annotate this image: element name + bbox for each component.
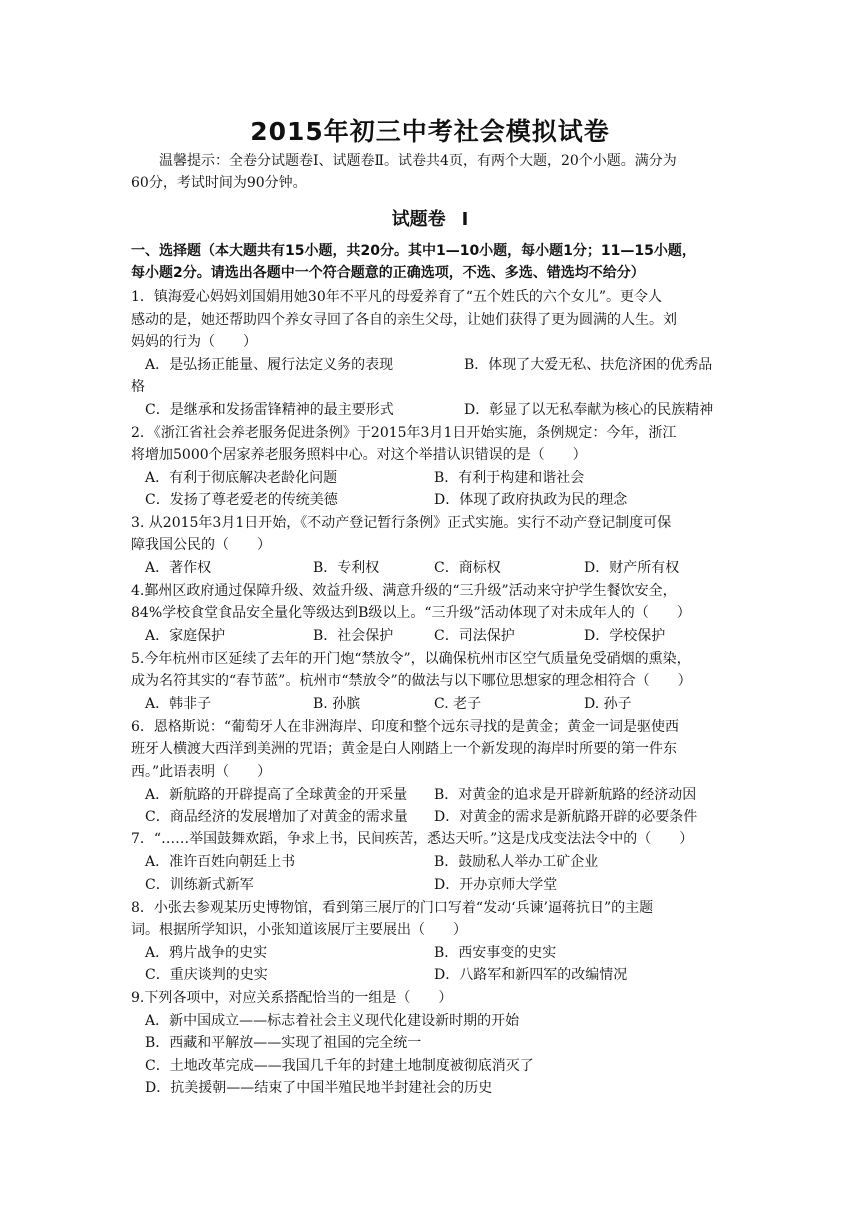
q2-stem-2: 将增加5000个居家养老服务照料中心。对这个举措认识错误的是（ ） [131,447,587,463]
q4-option-a: A．家庭保护 [145,628,226,644]
q2-option-c: C．发扬了尊老爱老的传统美德 [145,492,338,508]
q9-option-d: D．抗美援朝——结束了中国半殖民地半封建社会的历史 [145,1080,493,1096]
q3-option-b: B．专利权 [313,560,380,576]
q5-option-c: C. 老子 [434,696,482,712]
q9-option-c: C．土地改革完成——我国几千年的封建土地制度被彻底消灭了 [145,1058,534,1074]
q8-option-c: C．重庆谈判的史实 [145,967,268,983]
q2-stem-1: 2．《浙江省社会养老服务促进条例》于2015年3月1日开始实施，条例规定：今年，浙江 [131,425,677,441]
exam-title: 2015年初三中考社会模拟试卷 [250,117,610,146]
q1-stem-3: 妈妈的行为（ ） [131,334,257,350]
section-heading [0,205,860,231]
q8-option-b: B．西安事变的史实 [434,945,557,961]
q1-option-d: D．彰显了以无私奉献为核心的民族精神 [464,402,714,418]
q8-option-d: D．八路军和新四军的改编情况 [434,967,628,983]
section-numeral: Ⅰ [461,209,469,230]
q4-option-c: C．司法保护 [434,628,515,644]
q5-stem-2: 成为名符其实的“春节蓝”。杭州市“禁放令”的做法与以下哪位思想家的理念相符合（ ） [131,673,692,689]
q4-stem-2: 84%学校食堂食品安全量化等级达到B级以上。“三升级”活动体现了对未成年人的（ ） [131,605,691,621]
q7-option-c: C．训练新式新军 [145,877,254,893]
q4-option-b: B．社会保护 [313,628,394,644]
q5-option-a: A．韩非子 [145,696,212,712]
q4-stem-1: 4.鄞州区政府通过保障升级、效益升级、满意升级的“三升级”活动来守护学生餐饮安全， [131,583,677,599]
q6-stem-1: 6．恩格斯说：“葡萄牙人在非洲海岸、印度和整个远东寻找的是黄金；黄金一词是驱使西 [131,719,680,735]
q1-option-b-wrap: 格 [131,379,145,395]
part-heading-line-2: 每小题2分。请选出各题中一个符合题意的正确选项，不选、多选、错选均不给分） [131,265,645,281]
q3-stem-2: 障我国公民的（ ） [131,537,271,553]
q3-option-c: C．商标权 [434,560,501,576]
q8-stem-1: 8．小张去参观某历史博物馆，看到第三展厅的门口写着“发动‘兵谏’逼蒋抗日”的主题 [131,900,654,916]
q9-stem-1: 9.下列各项中，对应关系搭配恰当的一组是（ ） [131,990,453,1006]
q6-option-a: A．新航路的开辟提高了全球黄金的开采量 [145,787,408,803]
q7-option-b: B．鼓励私人举办工矿企业 [434,854,599,870]
q1-stem-1: 1．镇海爱心妈妈刘国娟用她30年不平凡的母爱养育了“五个姓氏的六个女儿”。更令人 [131,289,663,305]
q3-option-a: A．著作权 [145,560,212,576]
q2-option-a: A．有利于彻底解决老龄化问题 [145,470,338,486]
q9-option-b: B．西藏和平解放——实现了祖国的完全统一 [145,1035,422,1051]
q6-option-b: B．对黄金的追求是开辟新航路的经济动因 [434,787,697,803]
q5-option-d: D. 孙子 [584,696,632,712]
q7-option-d: D．开办京师大学堂 [434,877,558,893]
q2-option-b: B．有利于构建和谐社会 [434,470,585,486]
q6-stem-2: 班牙人横渡大西洋到美洲的咒语；黄金是白人刚踏上一个新发现的海岸时所要的第一件东 [131,741,677,757]
section-label: 试题卷 [391,209,446,230]
notice-line-2: 60分，考试时间为90分钟。 [131,175,307,191]
part-heading-line-1: 一、选择题（本大题共有15小题，共20分。其中1—10小题，每小题1分；11—15小题， [131,243,696,259]
q1-option-c: C．是继承和发扬雷锋精神的最主要形式 [145,402,394,418]
q4-option-d: D．学校保护 [584,628,666,644]
q8-stem-2: 词。根据所学知识，小张知道该展厅主要展出（ ） [131,922,467,938]
q1-stem-2: 感动的是，她还帮助四个养女寻回了各自的亲生父母，让她们获得了更为圆满的人生。刘 [131,312,677,328]
q8-option-a: A．鸦片战争的史实 [145,945,268,961]
q9-option-a: A．新中国成立——标志着社会主义现代化建设新时期的开始 [145,1013,520,1029]
notice-line-1: 温馨提示：全卷分试题卷Ⅰ、试题卷Ⅱ。试卷共4页，有两个大题，20个小题。满分为 [159,153,677,169]
q6-option-c: C．商品经济的发展增加了对黄金的需求量 [145,809,408,825]
q2-option-d: D．体现了政府执政为民的理念 [434,492,628,508]
q1-option-b: B．体现了大爱无私、扶危济困的优秀品 [464,357,713,373]
q3-stem-1: 3. 从2015年3月1日开始，《不动产登记暂行条例》正式实施。实行不动产登记制度可保 [131,515,672,531]
q5-option-b: B. 孙膑 [313,696,361,712]
q5-stem-1: 5.今年杭州市区延续了去年的开门炮“禁放令”，以确保杭州市区空气质量免受硝烟的熏染， [131,651,691,667]
q3-option-d: D．财产所有权 [584,560,680,576]
q6-option-d: D．对黄金的需求是新航路开辟的必要条件 [434,809,698,825]
q6-stem-3: 西。”此语表明（ ） [131,764,272,780]
q7-option-a: A．准许百姓向朝廷上书 [145,854,296,870]
q1-option-a: A．是弘扬正能量、履行法定义务的表现 [145,357,394,373]
q7-stem-1: 7．“……举国鼓舞欢蹈，争求上书，民间疾苦，悉达天听。”这是戊戌变法法令中的（ ） [131,831,694,847]
